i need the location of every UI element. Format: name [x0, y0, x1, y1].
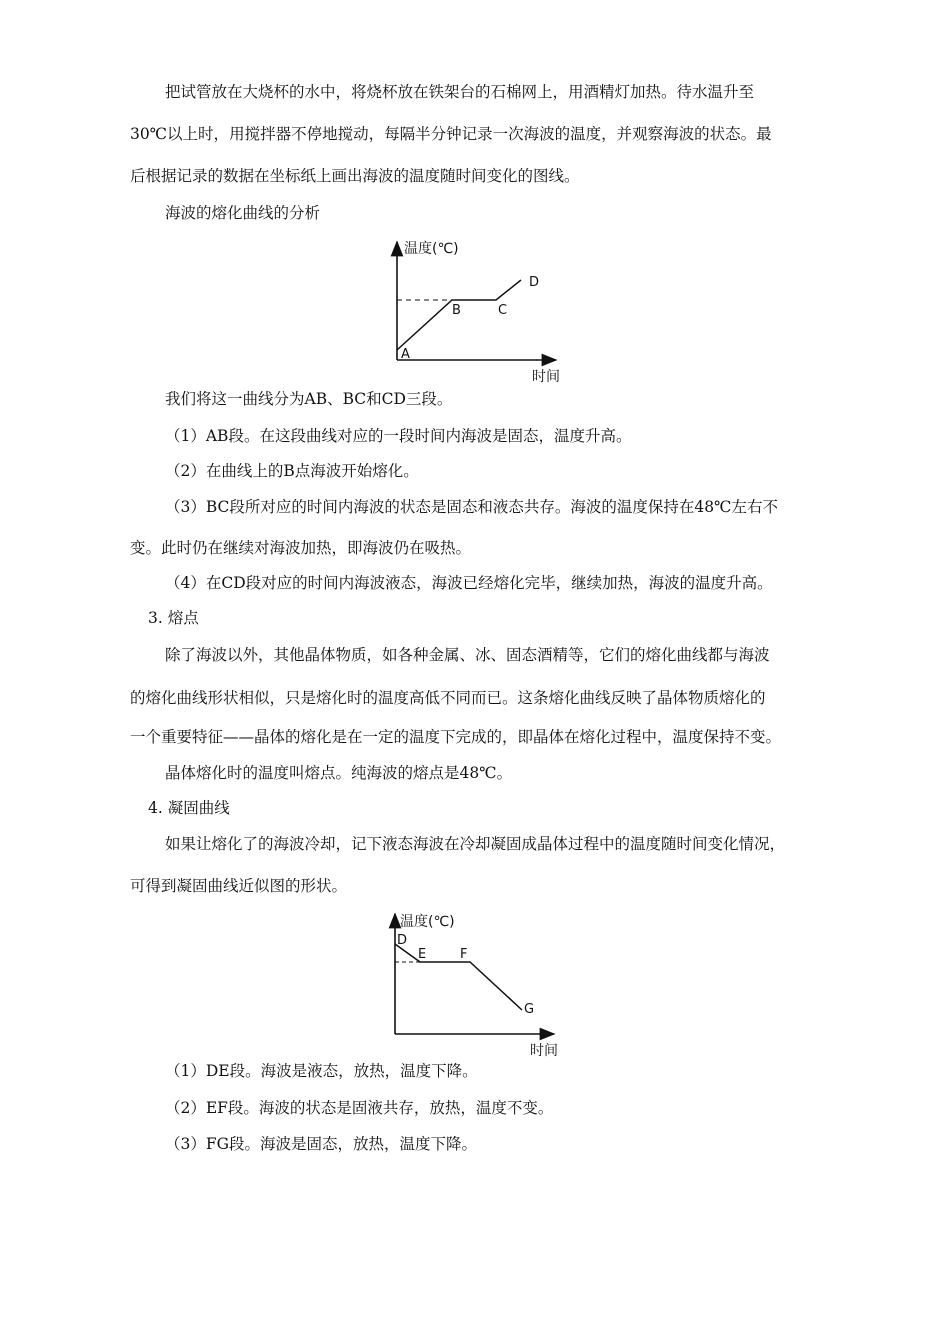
- list-item: （1）DE段。海波是液态，放热，温度下降。: [165, 1062, 478, 1080]
- paragraph-line: 的熔化曲线形状相似，只是熔化时的温度高低不同而已。这条熔化曲线反映了晶体物质熔化的: [130, 689, 766, 707]
- list-item: （1）AB段。在这段曲线对应的一段时间内海波是固态，温度升高。: [165, 427, 632, 445]
- section-heading: 海波的熔化曲线的分析: [165, 204, 321, 222]
- list-item: （4）在CD段对应的时间内海波液态，海波已经熔化完毕，继续加热，海波的温度升高。: [165, 574, 773, 592]
- x-axis-label: 时间: [530, 1043, 558, 1058]
- list-item: （3）FG段。海波是固态，放热，温度下降。: [165, 1135, 477, 1153]
- paragraph-line: 30℃以上时，用搅拌器不停地搅动，每隔半分钟记录一次海波的温度，并观察海波的状态。最: [130, 125, 772, 143]
- paragraph-line: 我们将这一曲线分为AB、BC和CD三段。: [165, 390, 453, 408]
- paragraph-line: 晶体熔化时的温度叫熔点。纯海波的熔点是48℃。: [165, 764, 513, 782]
- paragraph-line: 一个重要特征——晶体的熔化是在一定的温度下完成的，即晶体在熔化过程中，温度保持不变。: [130, 728, 782, 746]
- list-item: （2）EF段。海波的状态是固液共存，放热，温度不变。: [165, 1099, 554, 1117]
- paragraph-line: 把试管放在大烧杯的水中，将烧杯放在铁架台的石棉网上，用酒精灯加热。待水温升至: [165, 83, 755, 101]
- y-axis-label: 温度(℃): [400, 914, 455, 930]
- point-label-a: A: [401, 347, 410, 362]
- point-label-b: B: [452, 303, 461, 318]
- point-label-g: G: [524, 1002, 535, 1017]
- point-label-f: F: [460, 947, 468, 962]
- solidification-curve-figure: [382, 906, 572, 1058]
- point-label-e: E: [418, 947, 427, 962]
- list-item: （3）BC段所对应的时间内海波的状态是固态和液态共存。海波的温度保持在48℃左右不: [165, 498, 778, 516]
- point-label-d: D: [529, 275, 540, 290]
- solidification-curve-line: [395, 944, 522, 1010]
- section-title: 4. 凝固曲线: [148, 799, 230, 817]
- paragraph-line: 如果让熔化了的海波冷却，记下液态海波在冷却凝固成晶体过程中的温度随时间变化情况，: [165, 835, 786, 853]
- paragraph-line: 可得到凝固曲线近似图的形状。: [130, 877, 348, 895]
- x-axis-label: 时间: [532, 369, 560, 384]
- point-label-d: D: [397, 933, 408, 948]
- list-item: （2）在曲线上的B点海波开始熔化。: [165, 462, 419, 480]
- paragraph-line: 后根据记录的数据在坐标纸上画出海波的温度随时间变化的图线。: [130, 167, 580, 185]
- melting-curve-figure: [384, 232, 574, 384]
- section-title: 3. 熔点: [148, 609, 199, 627]
- y-axis-label: 温度(℃): [404, 241, 459, 257]
- point-label-c: C: [498, 303, 508, 318]
- paragraph-line: 除了海波以外，其他晶体物质，如各种金属、冰、固态酒精等，它们的熔化曲线都与海波: [165, 646, 770, 664]
- list-item: 变。此时仍在继续对海波加热，即海波仍在吸热。: [130, 539, 472, 557]
